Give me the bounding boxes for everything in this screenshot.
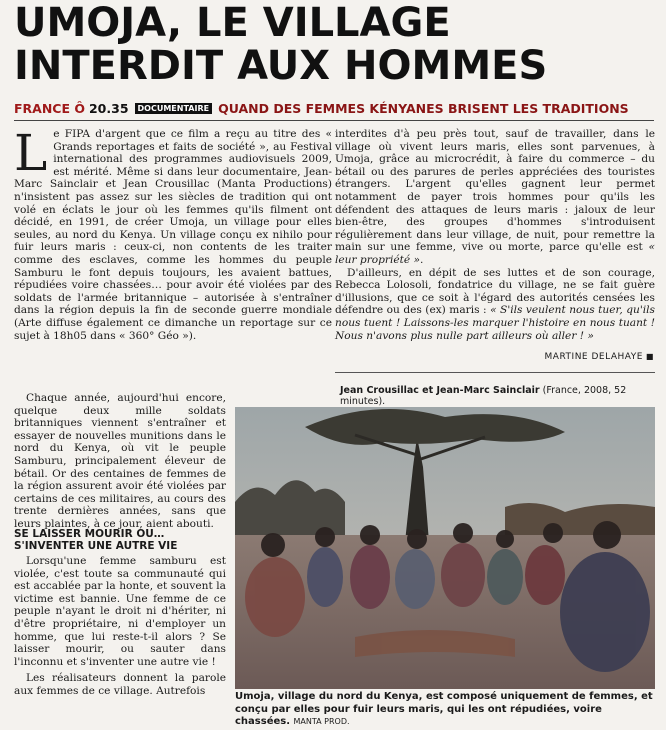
article-column-1 [14, 124, 332, 342]
credit-directors: Jean Crousillac et Jean-Marc Sainclair [340, 385, 540, 396]
header-rule [14, 120, 654, 121]
article-paragraph-2: Chaque année, aujourd'hui encore, quelque deux mille soldats britanniques viennent s'entraîner et essayer de nouvelles munitions dans le nord du Kenya, où vit le peuple Samburu, principalement éleveur de bétail. Or des centaines de femmes de la région assurent avoir été violées par certains de ces militaires, au cours des trente dernières années, sans que leurs plaintes, à ce jour, aient abouti. [14, 392, 226, 530]
author-signature: MARTINE DELAHAYE ■ [545, 352, 654, 362]
paragraph-1-text: e FIPA d'argent que ce film a reçu au titre des « Grands reportages et faits de société », au Festival international des programmes audiovisuels 2009, est mérité. Même si dans leur documentaire, Jean-Marc Sainclair et Jean Crousillac (Manta Productions) n'insistent pas assez sur les siècles de tradition qui ont volé en éclats le jour où les femmes qu'ils filment ont décidé, en 1991, de créer Umoja, un village pour elles seules, au nord du Kenya. Un village conçu ex nihilo pour fuir leurs maris : ceux-ci, non contents de les traiter comme des esclaves, comme les hommes du peuple Samburu le font depuis toujours, les avaient battues, répudiées voire chassées… pour avoir été violées par des soldats de l'armée britannique – autorisée à s'entraîner dans la région depuis la fin de seconde guerre mondiale (Arte diffuse également ce dimanche un reportage sur ce sujet à 18h05 dans « 360° Géo »). [14, 128, 332, 342]
film-credit [340, 385, 660, 407]
article-paragraph-3: Lorsqu'une femme samburu est violée, c'est toute sa communauté qui est accablée par la honte, et souvent la victime est bannie. Une femme de ce peuple n'ayant le droit ni d'hériter, ni d'être propriétaire, ni d'employer un homme, que lui reste-t-il alors ? Se laisser mourir, ou sauter dans l'inconnu et s'inventer une autre vie ! [14, 555, 226, 668]
broadcast-time: 20.35 [88, 101, 129, 116]
photo-caption [235, 691, 655, 729]
category-badge: DOCUMENTAIRE [135, 103, 213, 114]
article-subhead: SE LAISSER MOURIR OU… S'INVENTER UNE AUTRE VIE [14, 528, 178, 552]
paragraph-5-text: interdites d'à peu près tout, sauf de travailler, dans le village où vivent leurs maris, elles sont parvenues, à Umoja, grâce au microcrédit, à faire du commerce – du bétail ou des parures de perles appréciées des touristes étrangers. L'argent qu'elles gagnent leur permet notamment de payer trois hommes pour qu'ils les défendent des attaques de leurs maris : jaloux de leur bien-être, des groupes d'hommes s'introduisent régulièrement dans leur village, de nuit, pour remettre la main sur une femme, vive ou morte, parce qu'elle est [335, 128, 655, 254]
caption-credit: MANTA PROD. [293, 717, 350, 726]
article-photo [235, 407, 655, 689]
article-column-1b [14, 392, 226, 531]
channel-name: FRANCE Ô [14, 101, 85, 116]
article-paragraph-1 [14, 124, 332, 342]
quote-founder: « S'ils veulent nous tuer, qu'ils nous tuent ! Laissons-les marquer l'histoire en nous tuant ! Nous n'avons plus nulle part ailleurs où aller ! » [335, 304, 655, 342]
article-column-3 [335, 128, 655, 342]
credit-rule [335, 372, 655, 373]
article-paragraph-4: Les réalisateurs donnent la parole aux femmes de ce village. Autrefois [14, 672, 226, 697]
drop-cap: L [14, 124, 48, 182]
photo-illustration [235, 407, 655, 689]
kicker [14, 101, 654, 116]
headline: UMOJA, LE VILLAGE INTERDIT AUX HOMMES [14, 0, 548, 89]
credit-details: (France, 2008, 52 minutes). [340, 385, 627, 407]
article-column-1c [14, 555, 226, 698]
paragraph-6-text: D'ailleurs, en dépit de ses luttes et de son courage, Rebecca Lolosoli, fondatrice du village, ne se fait guère d'illusions, que ce soit à l'égard des autorités censées les défendre ou des (ex) maris : [335, 266, 655, 317]
caption-text: Umoja, village du nord du Kenya, est composé uniquement de femmes, et conçu par elles pour fuir leurs maris, qui les ont répudiées, voire chassées. [235, 691, 653, 727]
article-paragraph-5 [335, 128, 655, 267]
kicker-subtitle: QUAND DES FEMMES KÉNYANES BRISENT LES TRADITIONS [218, 101, 629, 116]
article-paragraph-6 [335, 267, 655, 343]
quote-property: « leur propriété ». [335, 241, 655, 266]
